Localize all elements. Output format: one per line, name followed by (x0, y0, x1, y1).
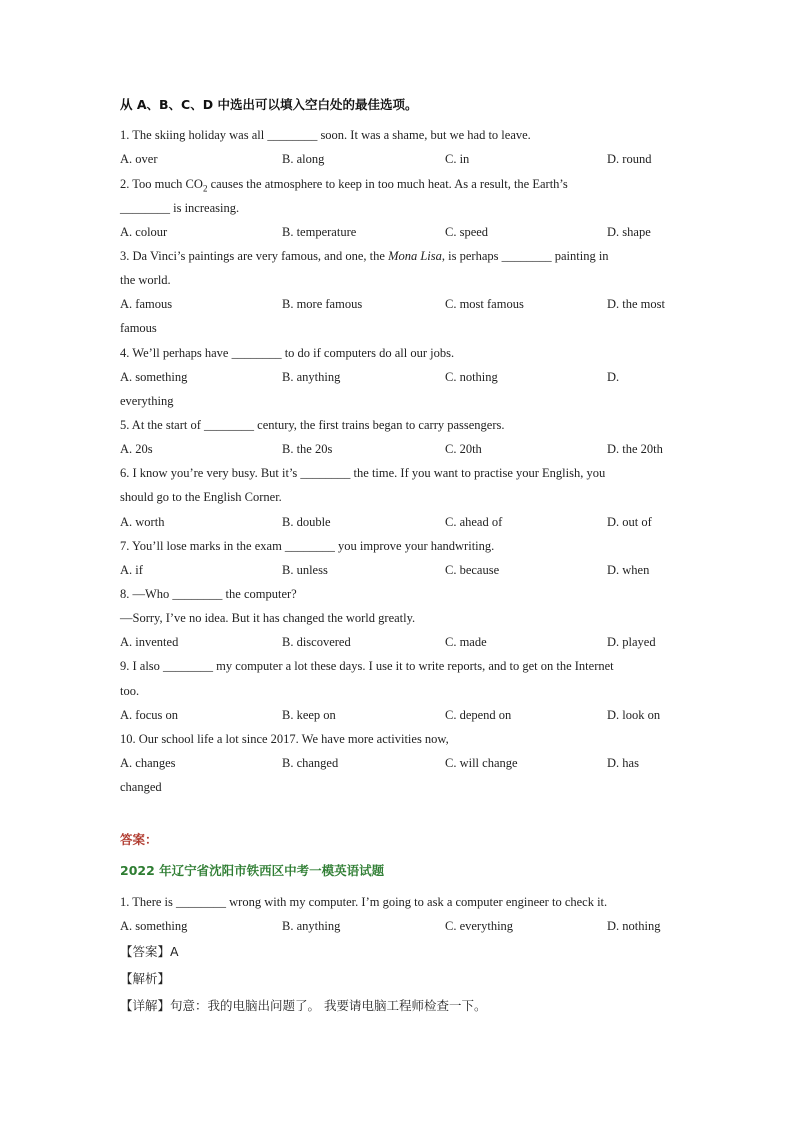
q2-option-b: B. temperature (282, 225, 357, 239)
q4-option-a: A. something (120, 370, 188, 384)
q6-option-d: D. out of (607, 515, 652, 529)
q9-option-a: A. focus on (120, 708, 178, 722)
question-4-stem: 4. We’ll perhaps have ________ to do if computers do all our jobs. (120, 346, 455, 360)
q4-option-c: C. nothing (445, 370, 498, 384)
q6-option-b: B. double (282, 515, 331, 529)
answer-q1-option-b: B. anything (282, 919, 341, 933)
question-2-stem-line2: ________ is increasing. (120, 201, 240, 215)
q10-option-a: A. changes (120, 756, 176, 770)
q4-option-b: B. anything (282, 370, 341, 384)
question-9-stem: 9. I also ________ my computer a lot these days. I use it to write reports, and to get on the Internet (120, 659, 614, 673)
question-3-stem-line2: the world. (120, 273, 171, 287)
answer-q1-option-d: D. nothing (607, 919, 661, 933)
q3-stem-part: 3. Da Vinci’s paintings are very famous, and one, the (120, 249, 389, 263)
q3-option-a: A. famous (120, 297, 173, 311)
answers-label: 答案： (120, 832, 158, 847)
q8-option-c: C. made (445, 635, 487, 649)
answer-question-1-stem: 1. There is ________ wrong with my computer. I’m going to ask a computer engineer to check it. (120, 895, 608, 909)
q7-option-b: B. unless (282, 563, 328, 577)
question-10-stem: 10. Our school life a lot since 2017. We have more activities now, (120, 732, 449, 746)
detail-line: 【详解】句意：我的电脑出问题了。 我要请电脑工程师检查一下。 (120, 998, 487, 1013)
q6-option-a: A. worth (120, 515, 165, 529)
q7-option-c: C. because (445, 563, 500, 577)
q5-option-a: A. 20s (120, 442, 153, 456)
q7-option-d: D. when (607, 563, 650, 577)
answer-q1-option-c: C. everything (445, 919, 514, 933)
q2-stem-part: 2. Too much CO (120, 177, 203, 191)
q2-stem-subscript: 2 (202, 183, 208, 194)
q10-option-c: C. will change (445, 756, 518, 770)
q1-option-b: B. along (282, 152, 325, 166)
q1-option-c: C. in (445, 152, 470, 166)
q4-option-d: D. (607, 370, 620, 384)
question-8-stem: 8. —Who ________ the computer? (120, 587, 297, 601)
q2-option-c: C. speed (445, 225, 489, 239)
answer-q1-option-a: A. something (120, 919, 188, 933)
q9-option-b: B. keep on (282, 708, 336, 722)
instruction-heading: 从 A、B、C、D 中选出可以填入空白处的最佳选项。 (120, 97, 418, 112)
exam-title: 2022 年辽宁省沈阳市铁西区中考一模英语试题 (120, 863, 385, 878)
q1-option-a: A. over (120, 152, 158, 166)
analysis-label: 【解析】 (120, 971, 171, 986)
question-7-stem: 7. You’ll lose marks in the exam ________ you improve your handwriting. (120, 539, 495, 553)
q3-option-b: B. more famous (282, 297, 363, 311)
question-9-stem-line2: too. (120, 684, 140, 698)
question-6-stem-line2: should go to the English Corner. (120, 490, 282, 504)
q8-option-a: A. invented (120, 635, 179, 649)
q9-option-c: C. depend on (445, 708, 512, 722)
q2-option-a: A. colour (120, 225, 168, 239)
q10-option-d: D. has (607, 756, 639, 770)
q8-option-d: D. played (607, 635, 656, 649)
question-6-stem: 6. I know you’re very busy. But it’s ________ the time. If you want to practise your English, you (120, 466, 606, 480)
q5-option-b: B. the 20s (282, 442, 333, 456)
question-3-stem (120, 248, 609, 264)
question-8-stem-line2: —Sorry, I’ve no idea. But it has changed the world greatly. (120, 611, 416, 625)
q2-stem-part: causes the atmosphere to keep in too much heat. As a result, the Earth’s (207, 177, 568, 191)
q10-option-b: B. changed (282, 756, 339, 770)
question-2-stem (120, 176, 568, 192)
answer-line: 【答案】A (120, 944, 179, 959)
q9-option-d: D. look on (607, 708, 661, 722)
q3-option-d: D. the most (607, 297, 665, 311)
q3-option-d-wrap: famous (120, 321, 157, 335)
q3-stem-italic: Mona Lisa (388, 249, 442, 263)
question-1-stem: 1. The skiing holiday was all ________ soon. It was a shame, but we had to leave. (120, 128, 531, 142)
q10-option-d-wrap: changed (120, 780, 162, 794)
q3-stem-part: , is perhaps ________ painting in (441, 249, 609, 263)
q8-option-b: B. discovered (282, 635, 351, 649)
q6-option-c: C. ahead of (445, 515, 503, 529)
q5-option-d: D. the 20th (607, 442, 663, 456)
q5-option-c: C. 20th (445, 442, 482, 456)
q4-option-d-wrap: everything (120, 394, 174, 408)
q1-option-d: D. round (607, 152, 652, 166)
question-5-stem: 5. At the start of ________ century, the first trains began to carry passengers. (120, 418, 505, 432)
q2-option-d: D. shape (607, 225, 651, 239)
q3-option-c: C. most famous (445, 297, 524, 311)
q7-option-a: A. if (120, 563, 143, 577)
